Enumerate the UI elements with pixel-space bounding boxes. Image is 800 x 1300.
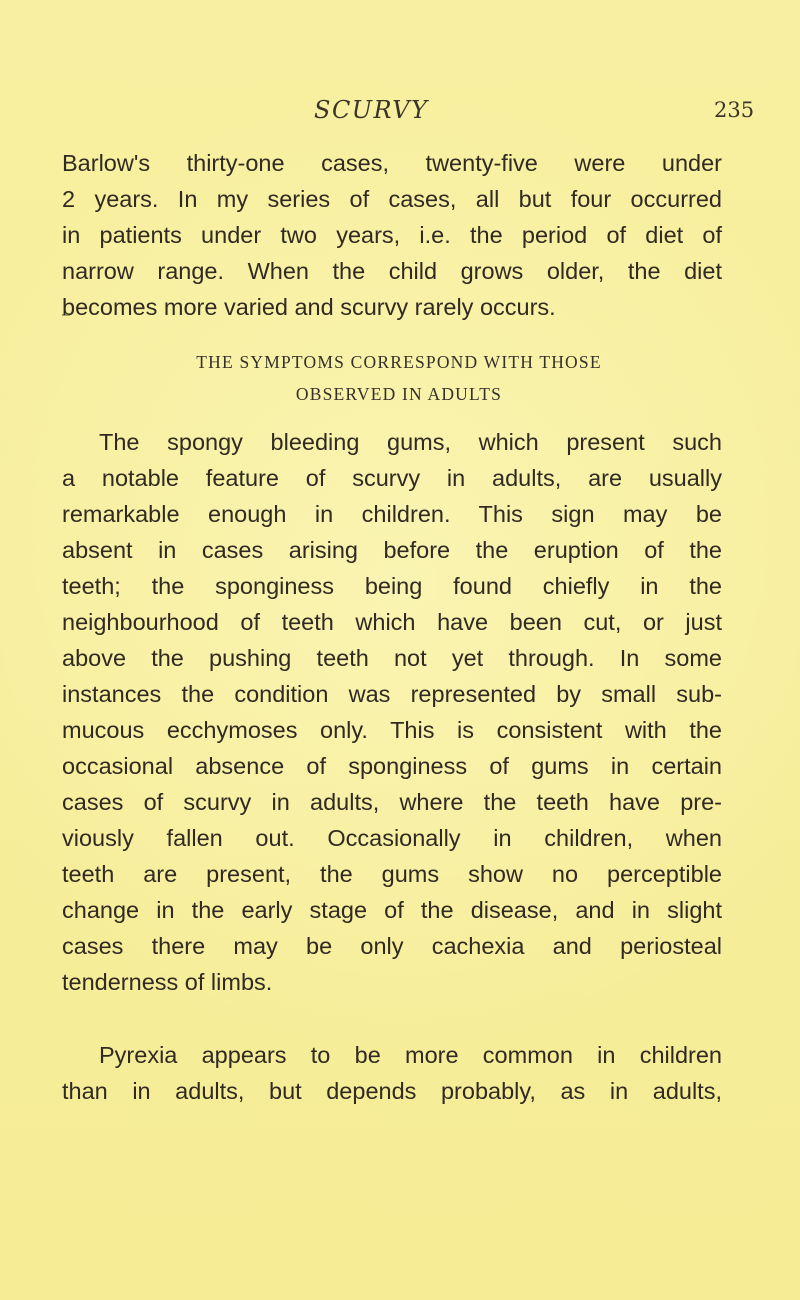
text-line: neighbourhood of teeth which have been cut, or just xyxy=(62,609,722,635)
text-line: Pyrexia appears to be more common in children xyxy=(99,1042,722,1068)
paragraph-symptoms xyxy=(62,424,722,1000)
paragraph-continuation xyxy=(62,145,722,325)
text-line: teeth; the sponginess being found chiefly in the xyxy=(62,573,722,599)
text-line: The spongy bleeding gums, which present such xyxy=(99,429,722,455)
text-line: mucous ecchymoses only. This is consistent with the xyxy=(62,717,722,743)
paragraph-pyrexia xyxy=(62,1037,722,1109)
text-line: occasional absence of sponginess of gums in certain xyxy=(62,753,722,779)
text-line: becomes more varied and scurvy rarely occurs. xyxy=(62,294,556,320)
text-line: Barlow's thirty-one cases, twenty-five were under xyxy=(62,150,722,176)
text-line: than in adults, but depends probably, as in adults, xyxy=(62,1078,722,1104)
page-header xyxy=(0,96,800,126)
text-line: tenderness of limbs. xyxy=(62,969,273,995)
text-line: a notable feature of scurvy in adults, are usually xyxy=(62,465,722,491)
text-line: viously fallen out. Occasionally in children, when xyxy=(62,825,722,851)
text-line: instances the condition was represented by small sub- xyxy=(62,681,722,707)
text-line: change in the early stage of the disease, and in slight xyxy=(62,897,722,923)
text-line: above the pushing teeth not yet through. In some xyxy=(62,645,722,671)
heading-line: THE SYMPTOMS CORRESPOND WITH THOSE xyxy=(196,352,602,372)
text-line: narrow range. When the child grows older, the diet xyxy=(62,258,722,284)
heading-line: OBSERVED IN ADULTS xyxy=(295,384,503,404)
text-line: in patients under two years, i.e. the period of diet of xyxy=(62,222,722,248)
text-line: teeth are present, the gums show no perceptible xyxy=(62,861,722,887)
text-line: cases of scurvy in adults, where the teeth have pre- xyxy=(62,789,722,815)
page-number: 235 xyxy=(714,98,755,122)
section-heading xyxy=(104,346,694,410)
running-head: SCURVY xyxy=(314,96,429,124)
text-line: remarkable enough in children. This sign may be xyxy=(62,501,722,527)
text-line: 2 years. In my series of cases, all but four occurred xyxy=(62,186,722,212)
print-mark xyxy=(62,314,70,316)
text-line: cases there may be only cachexia and periosteal xyxy=(62,933,722,959)
text-line: absent in cases arising before the eruption of the xyxy=(62,537,722,563)
